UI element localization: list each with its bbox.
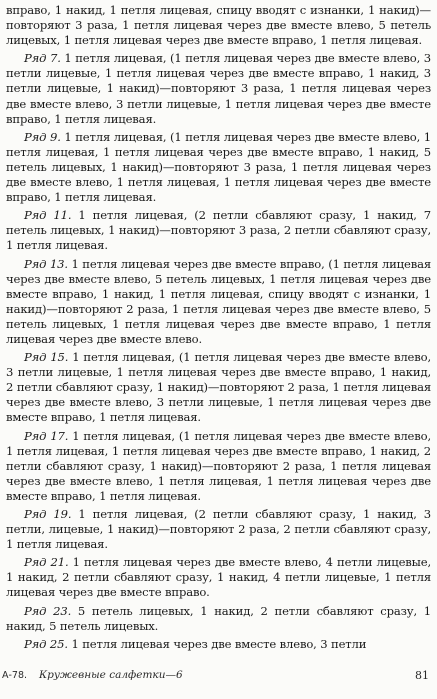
row-13-paragraph <box>6 257 431 348</box>
page-text <box>6 3 431 652</box>
row-text: 1 петля лицевая через две вместе вправо, (1 петля лицевая через две вместе влево, 5 петель лицевых, 1 петля лицевая через две вместе вправо, 1 накид, 1 петля лицевая, спицу вводят с изнанки, 1 накид)—повторяют 2 раза, 1 петля лицевая через две вместе влево, 5 петель лицевых, 1 петля лицевая через две вместе вправо, 1 петля лицевая через две вместе влево. <box>6 256 431 346</box>
row-label: Ряд 21. <box>24 555 69 570</box>
row-17-paragraph <box>6 429 431 504</box>
row-11-paragraph <box>6 208 431 253</box>
row-15-paragraph <box>6 350 431 425</box>
page-footer <box>0 667 437 687</box>
continued-paragraph: вправо, 1 накид, 1 петля лицевая, спицу вводят с изнанки, 1 накид)—повторяют 3 раза, 1 петля лицевая через две вместе влево, 5 петель лицевых, 1 петля лицевая через две вместе вправо, 1 петля лицевая. <box>6 3 431 48</box>
row-label: Ряд 9. <box>24 129 61 144</box>
row-label: Ряд 19. <box>24 507 72 521</box>
row-label: Ряд 23. <box>24 603 72 618</box>
row-23-paragraph <box>6 604 431 634</box>
row-text: 1 петля лицевая, (1 петля лицевая через две вместе влево, 3 петли лицевые, 1 петля лицевая через две вместе вправо, 1 накид, 3 петли лицевые, 1 накид)—повторяют 3 раза, 1 петля лицевая через две вместе влево, 3 петли лицевые, 1 петля лицевая через две вместе вправо, 1 петля лицевая. <box>6 51 431 126</box>
row-label: Ряд 11. <box>24 208 72 223</box>
row-text: 5 петель лицевых, 1 накид, 2 петли сбавляют сразу, 1 накид, 5 петель лицевых. <box>6 603 431 633</box>
row-text: 1 петля лицевая, (1 петля лицевая через две вместе влево, 3 петли лицевые, 1 петля лицевая через две вместе вправо, 1 накид, 2 петли сбавляют сразу, 1 накид)—повторяют 2 раза, 1 петля лицевая через две вместе влево, 3 петли лицевые, 1 петля лицевая через две вместе вправо, 1 петля лицевая. <box>6 350 431 425</box>
row-9-paragraph <box>6 130 431 205</box>
row-19-paragraph <box>6 507 431 552</box>
row-text: 1 петля лицевая, (1 петля лицевая через две вместе влево, 1 петля лицевая, 1 петля лицевая через две вместе вправо, 1 накид, 2 петли сбавляют сразу, 1 накид)—повторяют 2 раза, 1 петля лицевая через две вместе влево, 1 петля лицевая, 1 петля лицевая через две вместе вправо, 1 петля лицевая. <box>6 428 431 503</box>
row-text: 1 петля лицевая, (1 петля лицевая через две вместе влево, 1 петля лицевая, 1 петля лицевая через две вместе вправо, 1 накид, 5 петель лицевых, 1 накид)—повторяют 3 раза, 1 петля лицевая через две вместе влево, 1 петля лицевая, 1 петля лицевая через две вместе вправо, 1 петля лицевая. <box>6 129 431 205</box>
page-number: 81 <box>415 669 429 682</box>
row-label: Ряд 15. <box>24 350 69 365</box>
row-text: 1 петля лицевая, (2 петли сбавляют сразу, 1 накид, 3 петли, лицевые, 1 накид)—повторяют 2 раза, 2 петли сбавляют сразу, 1 петля лицевая. <box>6 507 431 552</box>
row-text: 1 петля лицевая, (2 петли сбавляют сразу, 1 накид, 7 петель лицевых, 1 накид)—повторяют 3 раза, 2 петли сбавляют сразу, 1 петля лицевая. <box>6 208 431 253</box>
book-title: Кружевные салфетки—6 <box>39 669 183 681</box>
row-label: Ряд 25. <box>24 636 68 651</box>
row-7-paragraph <box>6 51 431 126</box>
row-label: Ряд 7. <box>24 51 61 66</box>
row-label: Ряд 17. <box>24 428 69 443</box>
row-21-paragraph <box>6 555 431 600</box>
row-25-paragraph <box>6 637 431 652</box>
row-label: Ряд 13. <box>24 256 68 271</box>
row-text: 1 петля лицевая через две вместе влево, 4 петли лицевые, 1 накид, 2 петли сбавляют сразу, 1 накид, 4 петли лицевые, 1 петля лицевая через две вместе вправо. <box>6 555 431 600</box>
print-code: А-78. <box>2 670 28 681</box>
row-text: 1 петля лицевая через две вместе влево, 3 петли <box>67 636 367 651</box>
